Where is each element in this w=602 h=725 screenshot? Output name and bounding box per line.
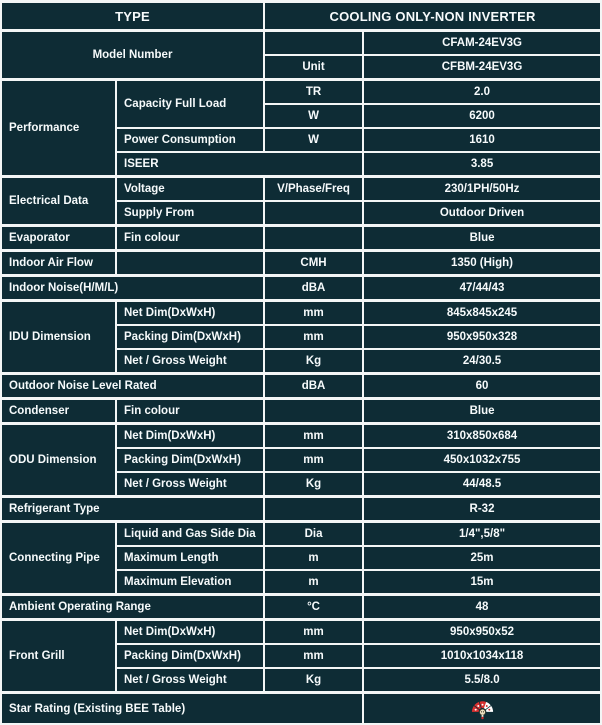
- empty-unit-cell: [264, 399, 363, 424]
- pipe-row-dia: [1, 522, 601, 547]
- power-unit: W: [264, 128, 363, 152]
- evaporator-fin-label: Fin colour: [116, 226, 264, 251]
- empty-unit-cell: [264, 497, 363, 522]
- odu-weight-label: Net / Gross Weight: [116, 472, 264, 497]
- refrigerant-type-value: R-32: [363, 497, 601, 522]
- capacity-full-load-label: Capacity Full Load: [116, 80, 264, 129]
- capacity-tr-value: 2.0: [363, 80, 601, 105]
- pipe-max-length-unit: m: [264, 546, 363, 570]
- ambient-range-unit: °C: [264, 595, 363, 620]
- indoor-air-flow-label: Indoor Air Flow: [1, 251, 116, 276]
- grill-weight-value: 5.5/8.0: [363, 668, 601, 693]
- odu-net-dim-unit: mm: [264, 424, 363, 449]
- iseer-value: 3.85: [363, 152, 601, 177]
- pipe-max-length-label: Maximum Length: [116, 546, 264, 570]
- ambient-range-label: Ambient Operating Range: [1, 595, 264, 620]
- indoor-air-flow-row: [1, 251, 601, 276]
- grill-net-dim-label: Net Dim(DxWxH): [116, 620, 264, 645]
- electrical-row-voltage: [1, 177, 601, 202]
- idu-net-dim-value: 845x845x245: [363, 301, 601, 326]
- pipe-max-elevation-value: 15m: [363, 570, 601, 595]
- voltage-unit: V/Phase/Freq: [264, 177, 363, 202]
- idu-dimension-label: IDU Dimension: [1, 301, 116, 374]
- condenser-label: Condenser: [1, 399, 116, 424]
- indoor-air-flow-unit: CMH: [264, 251, 363, 276]
- idu-weight-label: Net / Gross Weight: [116, 349, 264, 374]
- empty-cell: [116, 251, 264, 276]
- voltage-value: 230/1PH/50Hz: [363, 177, 601, 202]
- power-consumption-label: Power Consumption: [116, 128, 264, 152]
- power-value: 1610: [363, 128, 601, 152]
- odu-packing-dim-value: 450x1032x755: [363, 448, 601, 472]
- outdoor-noise-value: 60: [363, 374, 601, 399]
- outdoor-noise-unit: dBA: [264, 374, 363, 399]
- voltage-label: Voltage: [116, 177, 264, 202]
- grill-packing-dim-label: Packing Dim(DxWxH): [116, 644, 264, 668]
- evaporator-fin-value: Blue: [363, 226, 601, 251]
- model-number-label: Model Number: [1, 31, 264, 80]
- odu-weight-unit: Kg: [264, 472, 363, 497]
- model-unit-label: Unit: [264, 55, 363, 80]
- outdoor-noise-label: Outdoor Noise Level Rated: [1, 374, 264, 399]
- type-header: TYPE: [1, 2, 264, 31]
- bee-star-rating-icon: [470, 697, 495, 720]
- odu-packing-dim-label: Packing Dim(DxWxH): [116, 448, 264, 472]
- indoor-noise-label: Indoor Noise(H/M/L): [1, 276, 264, 301]
- evaporator-row: [1, 226, 601, 251]
- idu-net-dim-unit: mm: [264, 301, 363, 326]
- odu-net-dim-value: 310x850x684: [363, 424, 601, 449]
- idu-weight-value: 24/30.5: [363, 349, 601, 374]
- indoor-noise-value: 47/44/43: [363, 276, 601, 301]
- odu-net-dim-label: Net Dim(DxWxH): [116, 424, 264, 449]
- condenser-row: [1, 399, 601, 424]
- star-rating-value: [363, 693, 601, 725]
- capacity-tr-unit: TR: [264, 80, 363, 105]
- empty-unit-cell: [264, 201, 363, 226]
- electrical-data-label: Electrical Data: [1, 177, 116, 226]
- empty-unit-cell: [264, 31, 363, 56]
- indoor-noise-row: [1, 276, 601, 301]
- refrigerant-row: [1, 497, 601, 522]
- pipe-max-length-value: 25m: [363, 546, 601, 570]
- capacity-w-value: 6200: [363, 104, 601, 128]
- iseer-label: ISEER: [116, 152, 363, 177]
- grill-weight-label: Net / Gross Weight: [116, 668, 264, 693]
- supply-from-value: Outdoor Driven: [363, 201, 601, 226]
- grill-net-dim-value: 950x950x52: [363, 620, 601, 645]
- idu-packing-dim-value: 950x950x328: [363, 325, 601, 349]
- supply-from-label: Supply From: [116, 201, 264, 226]
- grill-packing-dim-value: 1010x1034x118: [363, 644, 601, 668]
- front-grill-label: Front Grill: [1, 620, 116, 693]
- model-row-idu: [1, 31, 601, 56]
- refrigerant-type-label: Refrigerant Type: [1, 497, 264, 522]
- outdoor-noise-row: [1, 374, 601, 399]
- ambient-range-value: 48: [363, 595, 601, 620]
- pipe-max-elevation-label: Maximum Elevation: [116, 570, 264, 595]
- idu-weight-unit: Kg: [264, 349, 363, 374]
- condenser-fin-value: Blue: [363, 399, 601, 424]
- odu-weight-value: 44/48.5: [363, 472, 601, 497]
- grill-row-net: [1, 620, 601, 645]
- idu-packing-dim-label: Packing Dim(DxWxH): [116, 325, 264, 349]
- performance-row-tr: [1, 80, 601, 105]
- grill-net-dim-unit: mm: [264, 620, 363, 645]
- idu-net-dim-label: Net Dim(DxWxH): [116, 301, 264, 326]
- pipe-dia-value: 1/4",5/8": [363, 522, 601, 547]
- odu-packing-dim-unit: mm: [264, 448, 363, 472]
- grill-packing-dim-unit: mm: [264, 644, 363, 668]
- star-rating-row: [1, 693, 601, 725]
- model-idu-value: CFAM-24EV3G: [363, 31, 601, 56]
- evaporator-label: Evaporator: [1, 226, 116, 251]
- odu-dimension-label: ODU Dimension: [1, 424, 116, 497]
- odu-row-net: [1, 424, 601, 449]
- pipe-max-elevation-unit: m: [264, 570, 363, 595]
- category-header: COOLING ONLY-NON INVERTER: [264, 2, 601, 31]
- connecting-pipe-label: Connecting Pipe: [1, 522, 116, 595]
- idu-row-net: [1, 301, 601, 326]
- idu-packing-dim-unit: mm: [264, 325, 363, 349]
- pipe-dia-unit: Dia: [264, 522, 363, 547]
- ambient-row: [1, 595, 601, 620]
- indoor-noise-unit: dBA: [264, 276, 363, 301]
- star-rating-label: Star Rating (Existing BEE Table): [1, 693, 363, 725]
- performance-label: Performance: [1, 80, 116, 177]
- condenser-fin-label: Fin colour: [116, 399, 264, 424]
- pipe-dia-label: Liquid and Gas Side Dia: [116, 522, 264, 547]
- grill-weight-unit: Kg: [264, 668, 363, 693]
- table-header-row: [1, 2, 601, 31]
- capacity-w-unit: W: [264, 104, 363, 128]
- model-odu-value: CFBM-24EV3G: [363, 55, 601, 80]
- empty-unit-cell: [264, 226, 363, 251]
- indoor-air-flow-value: 1350 (High): [363, 251, 601, 276]
